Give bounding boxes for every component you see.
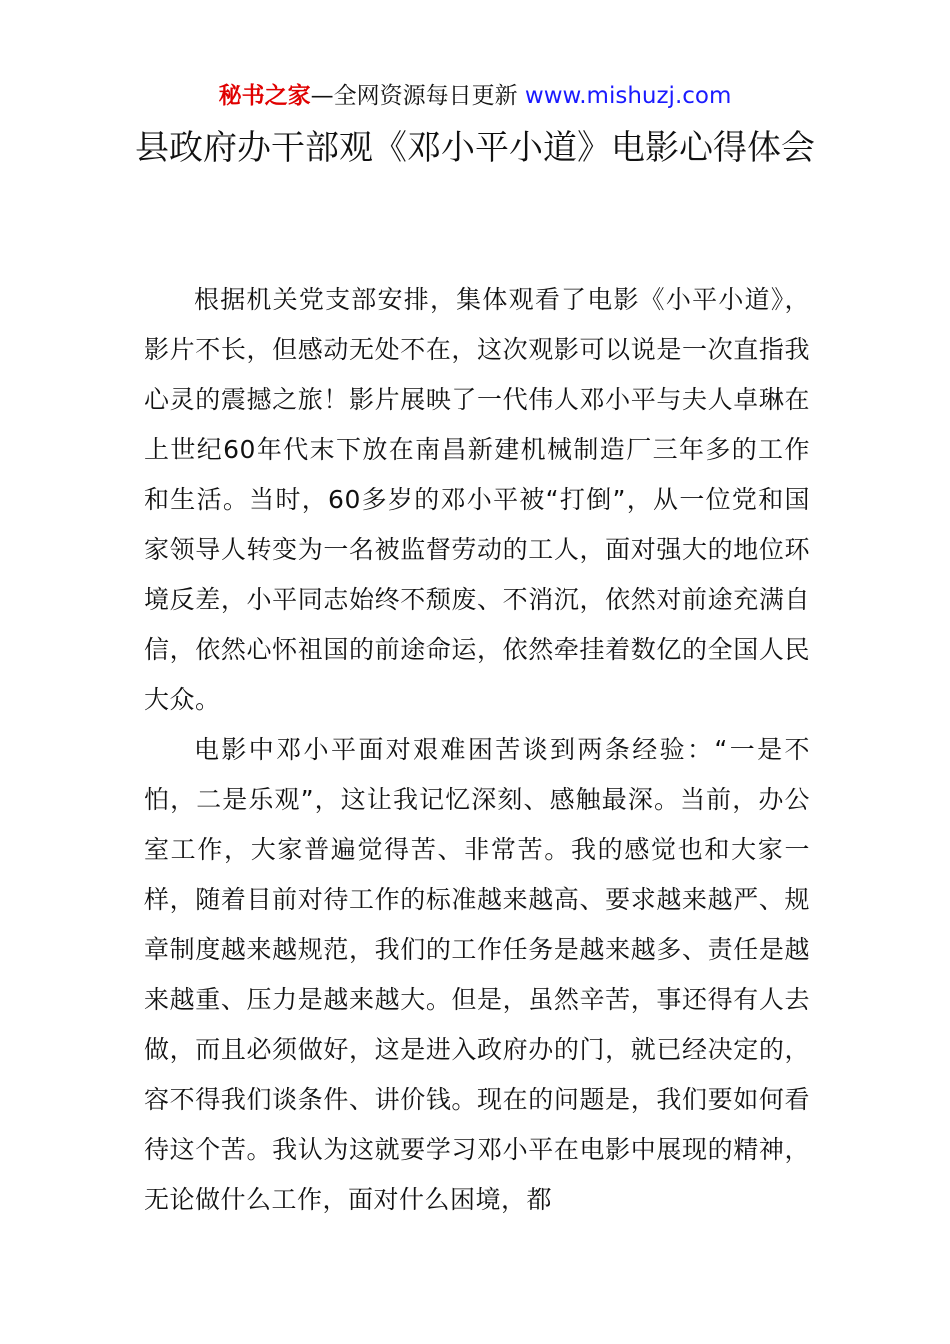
site-url-link[interactable]: www.mishuzj.com	[524, 83, 732, 109]
site-brand: 秘书之家	[218, 83, 311, 109]
document-body	[144, 275, 810, 1225]
site-header	[0, 80, 950, 112]
paragraph-1: 根据机关党支部安排，集体观看了电影《小平小道》，影片不长，但感动无处不在，这次观影可以说是一次直指我心灵的震撼之旅！影片展映了一代伟人邓小平与夫人卓琳在上世纪60年代末下放在南昌新建机械制造厂三年多的工作和生活。当时，60多岁的邓小平被“打倒”，从一位党和国家领导人转变为一名被监督劳动的工人，面对强大的地位环境反差，小平同志始终不颓废、不消沉，依然对前途充满自信，依然心怀祖国的前途命运，依然牵挂着数亿的全国人民大众。	[144, 285, 810, 714]
document-title: 县政府办干部观《邓小平小道》电影心得体会	[135, 128, 815, 168]
paragraph-2: 电影中邓小平面对艰难困苦谈到两条经验：“一是不怕，二是乐观”，这让我记忆深刻、感触最深。当前，办公室工作，大家普遍觉得苦、非常苦。我的感觉也和大家一样，随着目前对待工作的标准越来越高、要求越来越严、规章制度越来越规范，我们的工作任务是越来越多、责任是越来越重、压力是越来越大。但是，虽然辛苦，事还得有人去做，而且必须做好，这是进入政府办的门，就已经决定的，容不得我们谈条件、讲价钱。现在的问题是，我们要如何看待这个苦。我认为这就要学习邓小平在电影中展现的精神，无论做什么工作，面对什么困境，都	[144, 735, 810, 1214]
site-tagline: —全网资源每日更新	[310, 83, 518, 109]
